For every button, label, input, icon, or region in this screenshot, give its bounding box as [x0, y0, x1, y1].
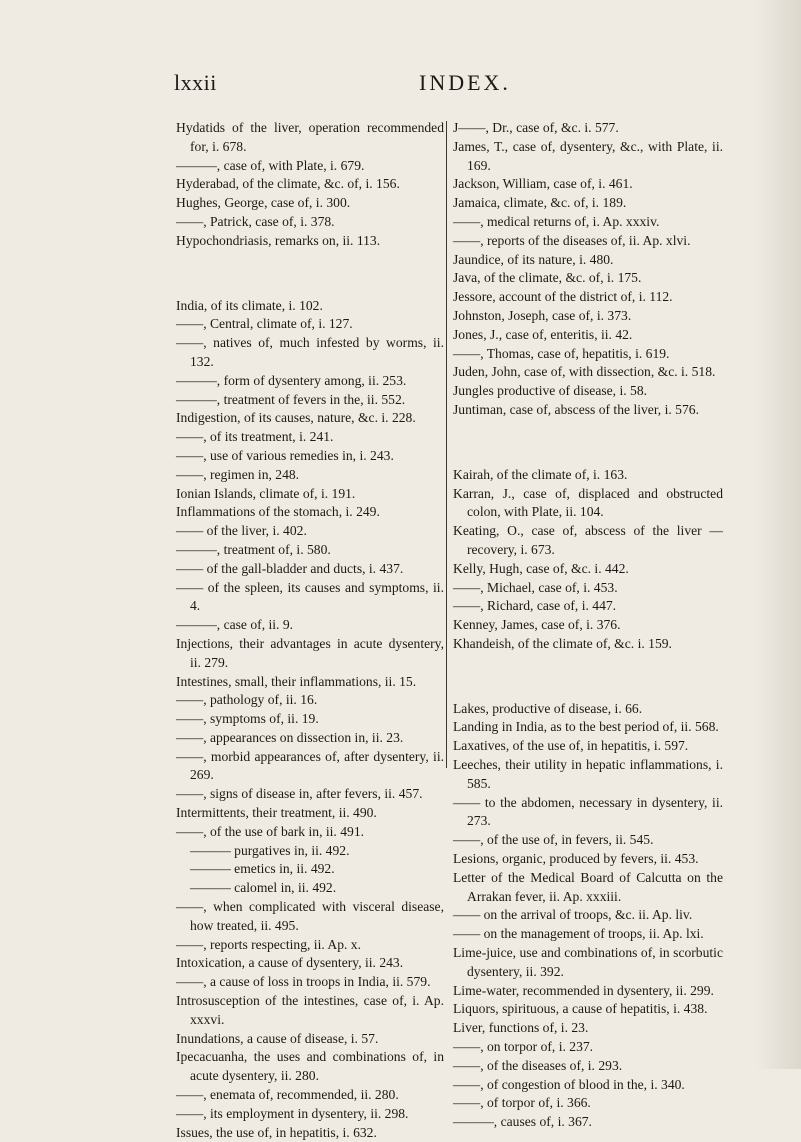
index-entry: ——, morbid appearances of, after dysentery, ii. 269.: [176, 748, 444, 783]
index-entry: Kenney, James, case of, i. 376.: [453, 617, 621, 633]
index-entry: ——, enemata of, recommended, ii. 280.: [176, 1087, 399, 1103]
index-entry: ——, Michael, case of, i. 453.: [453, 579, 618, 595]
index-entry: India, of its climate, i. 102.: [176, 297, 323, 313]
index-entry: Lakes, productive of disease, i. 66.: [453, 700, 643, 716]
section-gap: [176, 264, 444, 283]
index-entry: ——, a cause of loss in troops in India, ii. 579.: [176, 974, 431, 990]
index-entry: Kelly, Hugh, case of, &c. i. 442.: [453, 560, 629, 576]
index-entry: —— of the gall-bladder and ducts, i. 437.: [176, 560, 404, 576]
index-entry: ———, case of, with Plate, i. 679.: [176, 157, 365, 173]
section-gap: [453, 667, 723, 686]
index-entry: Liquors, spirituous, a cause of hepatitis, i. 438.: [453, 1001, 708, 1017]
index-entry: ——— emetics in, ii. 492.: [190, 861, 335, 877]
index-entry: Intermittents, their treatment, ii. 490.: [176, 805, 377, 821]
index-entry: Jamaica, climate, &c. of, i. 189.: [453, 195, 627, 211]
index-entry: Jackson, William, case of, i. 461.: [453, 176, 633, 192]
index-entry: Ipecacuanha, the uses and combinations of, in acute dysentery, ii. 280.: [176, 1049, 444, 1084]
index-entry: Johnston, Joseph, case of, i. 373.: [453, 307, 632, 323]
index-entry: Intoxication, a cause of dysentery, ii. 243.: [176, 955, 404, 971]
index-entry: Lime-water, recommended in dysentery, ii. 299.: [453, 982, 714, 998]
index-entry: Kairah, of the climate of, i. 163.: [453, 466, 628, 482]
index-entry: ——, Richard, case of, i. 447.: [453, 598, 617, 614]
index-entry: ——, reports of the diseases of, ii. Ap. xlvi.: [453, 232, 691, 248]
index-entry: Issues, the use of, in hepatitis, i. 632.: [176, 1124, 377, 1140]
index-entry: Jones, J., case of, enteritis, ii. 42.: [453, 326, 633, 342]
index-entry: ——, Central, climate of, i. 127.: [176, 316, 353, 332]
left-column: [176, 119, 444, 1142]
index-entry: Hyderabad, of the climate, &c. of, i. 156.: [176, 176, 400, 192]
index-entry: —— to the abdomen, necessary in dysentery, ii. 273.: [453, 794, 723, 829]
index-entry: Landing in India, as to the best period of, ii. 568.: [453, 719, 719, 735]
index-entry: Intestines, small, their inflammations, ii. 15.: [176, 673, 417, 689]
index-entry: Juntiman, case of, abscess of the liver, i. 576.: [453, 401, 699, 417]
index-entry: Hydatids of the liver, operation recommended for, i. 678.: [176, 120, 444, 154]
index-entry: Letter of the Medical Board of Calcutta on the Arrakan fever, ii. Ap. xxxiii.: [453, 869, 723, 904]
section-gap: [453, 433, 723, 452]
index-entry: ——— calomel in, ii. 492.: [190, 880, 337, 896]
index-entry: Keating, O., case of, abscess of the liver — recovery, i. 673.: [453, 523, 723, 557]
index-entry: Inundations, a cause of disease, i. 57.: [176, 1030, 379, 1046]
index-entry: Jaundice, of its nature, i. 480.: [453, 251, 614, 267]
index-entry: Java, of the climate, &c. of, i. 175.: [453, 270, 642, 286]
index-entry: ——, use of various remedies in, i. 243.: [176, 447, 394, 463]
index-entry: Hypochondriasis, remarks on, ii. 113.: [176, 232, 381, 248]
column-divider: [446, 121, 447, 768]
index-entry: —— of the liver, i. 402.: [176, 523, 307, 539]
index-entry: Jessore, account of the district of, i. 112.: [453, 289, 673, 305]
index-entry: ——, pathology of, ii. 16.: [176, 692, 318, 708]
index-entry: Indigestion, of its causes, nature, &c. i. 228.: [176, 410, 416, 426]
index-entry: ——, medical returns of, i. Ap. xxxiv.: [453, 213, 660, 229]
index-entry: ——, on torpor of, i. 237.: [453, 1039, 594, 1055]
right-column: [453, 119, 723, 1132]
index-entry: ——, of torpor of, i. 366.: [453, 1095, 591, 1111]
index-entry: Inflammations of the stomach, i. 249.: [176, 504, 380, 520]
page-number: lxxii: [174, 70, 217, 95]
index-entry: Liver, functions of, i. 23.: [453, 1020, 589, 1036]
index-entry: ——, reports respecting, ii. Ap. x.: [176, 936, 361, 952]
index-entry: ——, of the use of, in fevers, ii. 545.: [453, 832, 654, 848]
index-entry: ——, symptoms of, ii. 19.: [176, 711, 319, 727]
index-entry: Laxatives, of the use of, in hepatitis, i. 597.: [453, 738, 689, 754]
index-entry: Lime-juice, use and combinations of, in scorbutic dysentery, ii. 392.: [453, 945, 723, 979]
index-entry: ——, Thomas, case of, hepatitis, i. 619.: [453, 345, 670, 361]
index-entry: ——, of congestion of blood in the, i. 340.: [453, 1076, 685, 1092]
index-entry: ——, of the diseases of, i. 293.: [453, 1057, 623, 1073]
index-entry: ———, case of, ii. 9.: [176, 617, 294, 633]
index-entry: ———, form of dysentery among, ii. 253.: [176, 372, 407, 388]
index-entry: Khandeish, of the climate of, &c. i. 159.: [453, 635, 672, 651]
index-entry: ———, treatment of, i. 580.: [176, 541, 331, 557]
index-entry: Ionian Islands, climate of, i. 191.: [176, 485, 356, 501]
index-entry: ——, Patrick, case of, i. 378.: [176, 213, 335, 229]
index-entry: ——, when complicated with visceral disease, how treated, ii. 495.: [176, 899, 444, 933]
index-entry: ——, regimen in, 248.: [176, 466, 300, 482]
index-entry: ——, signs of disease in, after fevers, ii. 457.: [176, 786, 423, 802]
index-entry: J——, Dr., case of, &c. i. 577.: [453, 120, 619, 135]
running-head: INDEX.: [419, 70, 511, 95]
index-entry: Introsusception of the intestines, case of, i. Ap. xxxvi.: [176, 993, 444, 1027]
index-entry: Karran, J., case of, displaced and obstructed colon, with Plate, ii. 104.: [453, 485, 723, 520]
index-entry: ——, natives of, much infested by worms, ii. 132.: [176, 335, 444, 369]
index-entry: ——, its employment in dysentery, ii. 298.: [176, 1105, 409, 1121]
index-entry: Hughes, George, case of, i. 300.: [176, 195, 351, 211]
index-entry: ——, appearances on dissection in, ii. 23.: [176, 729, 404, 745]
index-entry: Juden, John, case of, with dissection, &c. i. 518.: [453, 364, 716, 380]
index-entry: James, T., case of, dysentery, &c., with Plate, ii. 169.: [453, 138, 723, 173]
index-entry: —— of the spleen, its causes and symptoms, ii. 4.: [176, 579, 444, 614]
index-entry: —— on the arrival of troops, &c. ii. Ap. liv.: [453, 907, 693, 923]
index-entry: Lesions, organic, produced by fevers, ii. 453.: [453, 851, 699, 867]
index-entry: ——, of the use of bark in, ii. 491.: [176, 823, 365, 839]
index-entry: Leeches, their utility in hepatic inflammations, i. 585.: [453, 757, 723, 791]
index-entry: ——— purgatives in, ii. 492.: [190, 842, 350, 858]
index-entry: Injections, their advantages in acute dysentery, ii. 279.: [176, 635, 444, 670]
index-entry: —— on the management of troops, ii. Ap. lxi.: [453, 926, 704, 942]
index-entry: ———, treatment of fevers in the, ii. 552.: [176, 391, 406, 407]
page-edge-shadow: [755, 0, 801, 1069]
index-entry: ——, of its treatment, i. 241.: [176, 429, 334, 445]
index-entry: Jungles productive of disease, i. 58.: [453, 383, 648, 399]
index-entry: ———, causes of, i. 367.: [453, 1114, 592, 1130]
